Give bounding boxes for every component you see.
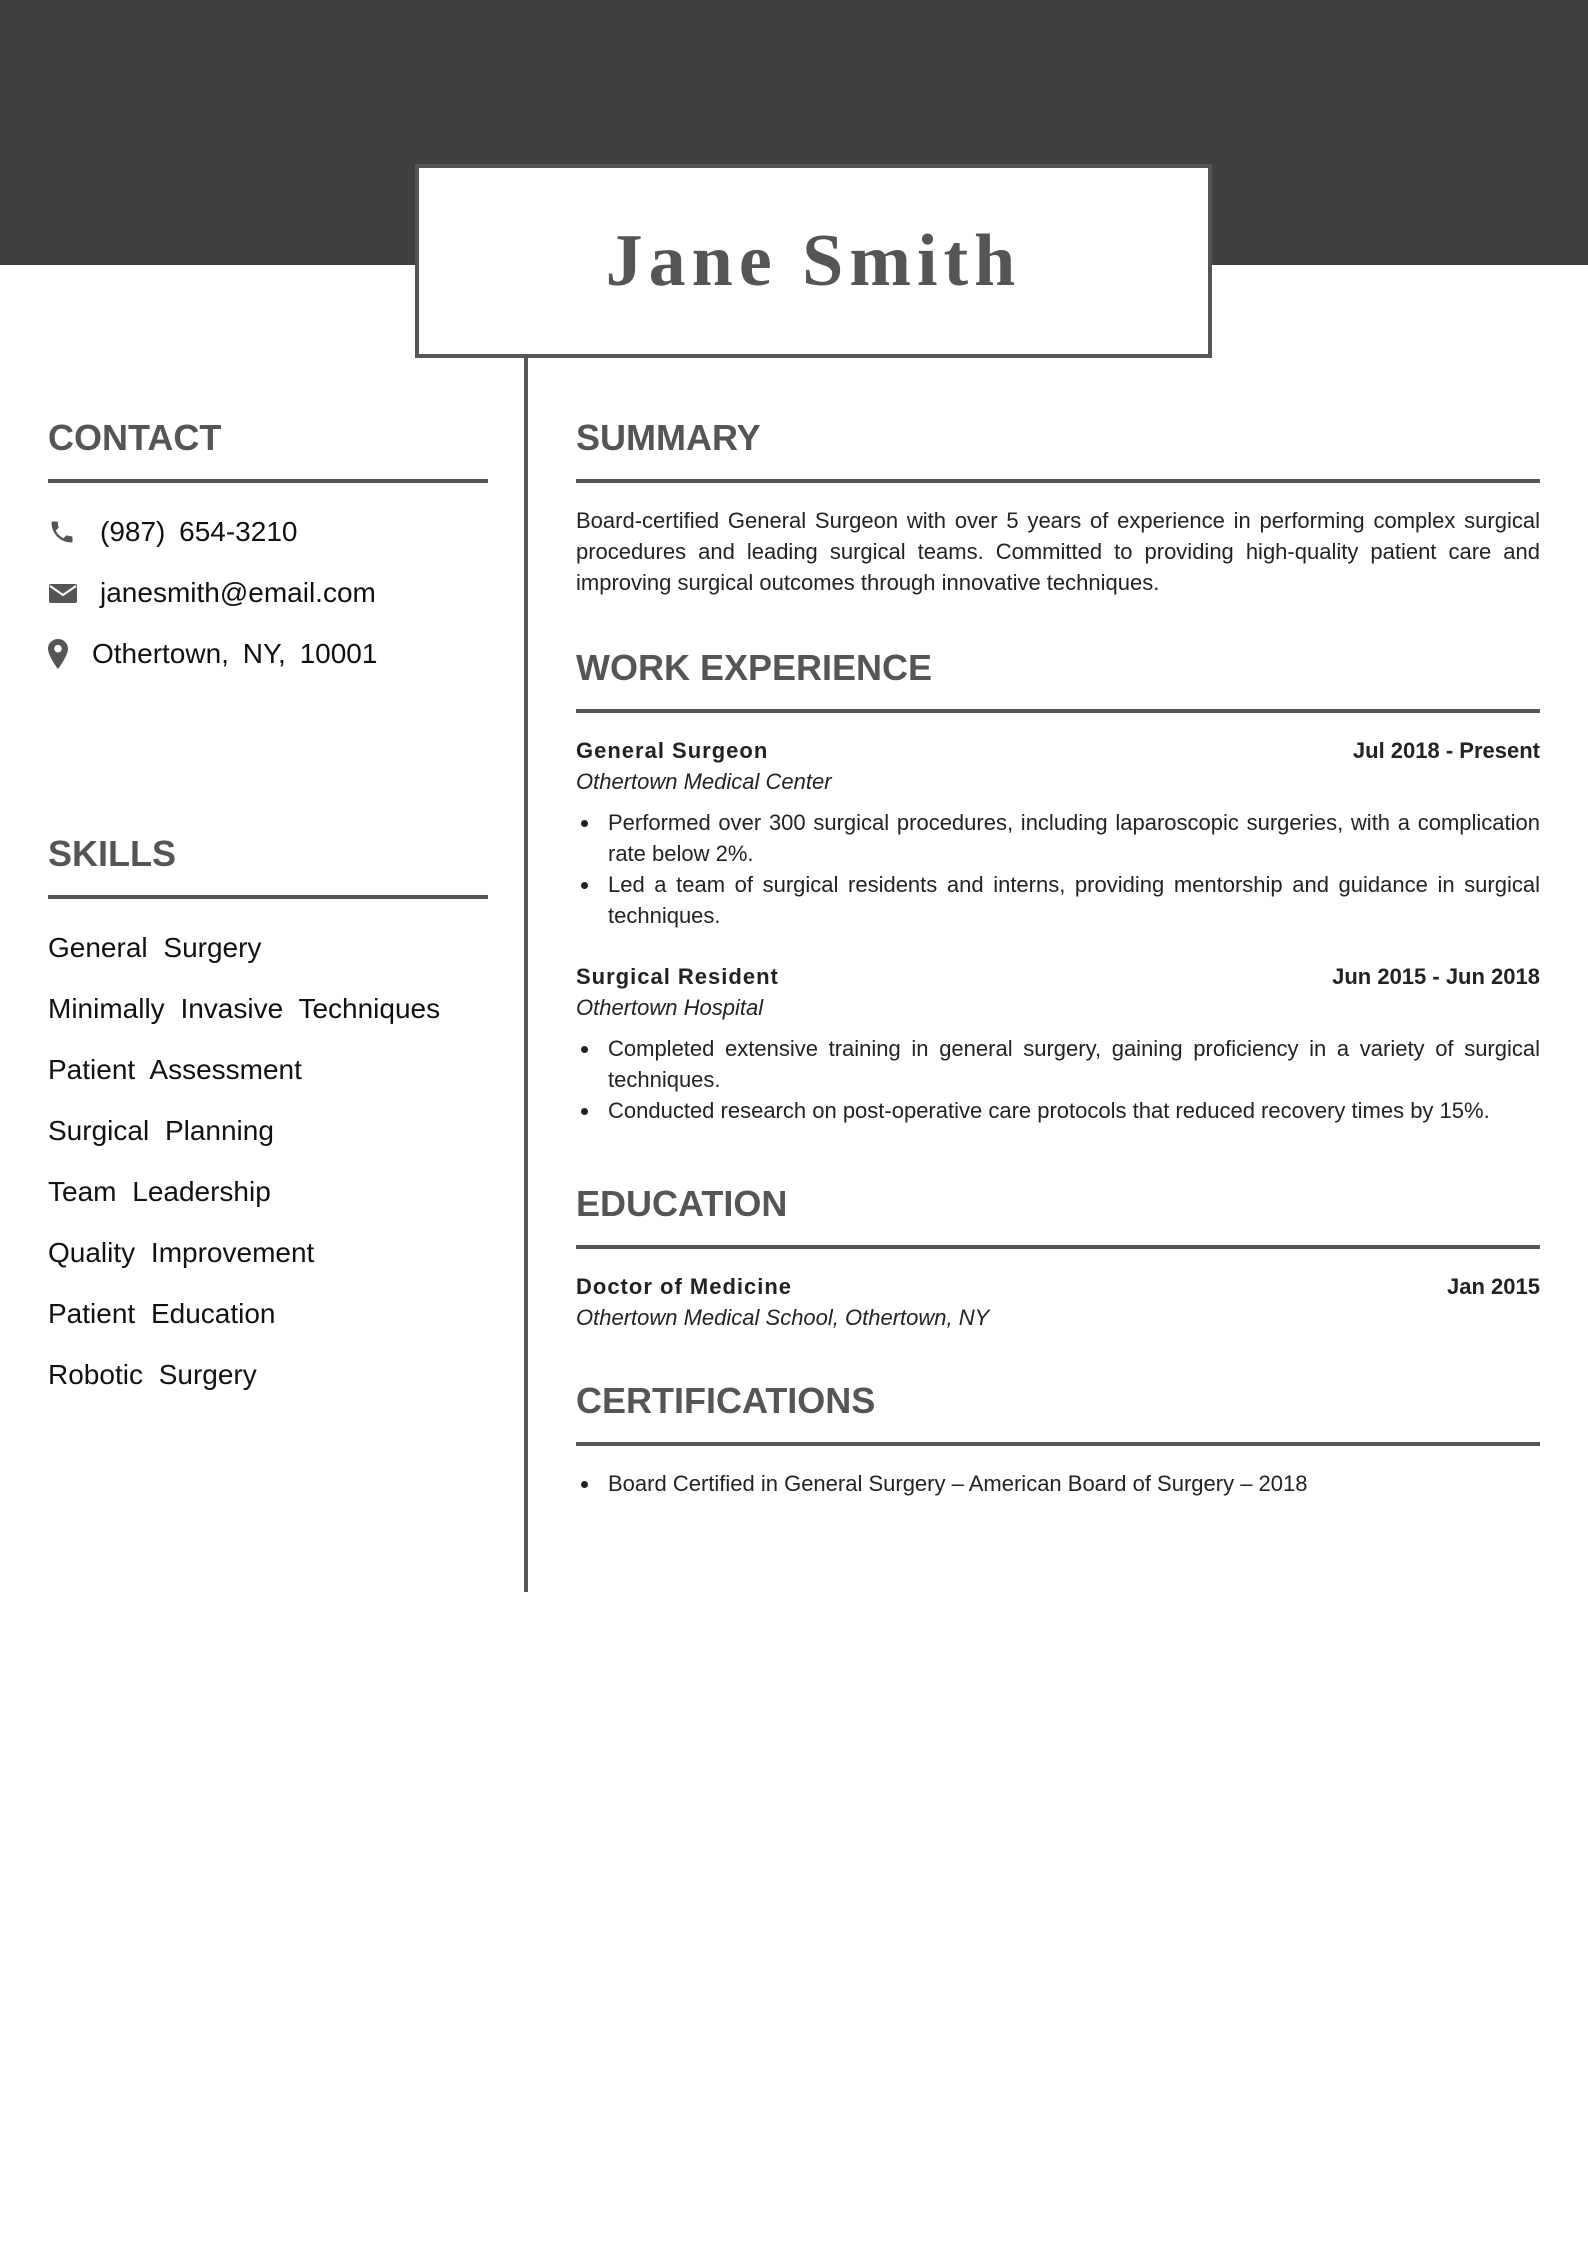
right-column <box>576 410 1540 1499</box>
skill-list <box>48 917 488 1405</box>
summary-rule <box>576 479 1540 483</box>
bullet-item: Led a team of surgical residents and interns, providing mentorship and guidance in surgical techniques. <box>576 869 1540 931</box>
education-entry <box>576 1271 1540 1333</box>
education-section <box>576 1176 1540 1333</box>
bullet-item: Performed over 300 surgical procedures, including laparoscopic surgeries, with a complication rate below 2%. <box>576 807 1540 869</box>
phone-icon <box>48 515 82 549</box>
envelope-icon <box>48 576 82 610</box>
job-entry <box>576 961 1540 1126</box>
skill-item: Robotic Surgery <box>48 1359 257 1390</box>
skill-item: Patient Assessment <box>48 1054 302 1085</box>
experience-rule <box>576 709 1540 713</box>
certifications-section <box>576 1373 1540 1499</box>
skill-item: Surgical Planning <box>48 1115 274 1146</box>
job-bullets <box>576 1033 1540 1126</box>
location-text: Othertown, NY, 10001 <box>92 637 378 669</box>
bullet-item: Conducted research on post-operative care protocols that reduced recovery times by 15%. <box>576 1095 1540 1126</box>
contact-email <box>48 562 488 623</box>
skills-section <box>48 826 488 1405</box>
certification-list <box>576 1468 1540 1499</box>
experience-heading: WORK EXPERIENCE <box>576 647 933 688</box>
contact-phone <box>48 501 488 562</box>
contact-location <box>48 623 488 684</box>
skills-heading: SKILLS <box>48 833 177 874</box>
email-address: janesmith@email.com <box>100 576 376 608</box>
certifications-rule <box>576 1442 1540 1446</box>
job-organization: Othertown Medical Center <box>576 769 832 794</box>
skills-rule <box>48 895 488 899</box>
job-title: General Surgeon <box>576 738 769 763</box>
contact-section <box>48 410 488 684</box>
column-divider <box>524 358 528 1592</box>
education-rule <box>576 1245 1540 1249</box>
education-heading: EDUCATION <box>576 1183 788 1224</box>
map-pin-icon <box>48 637 74 671</box>
contact-rule <box>48 479 488 483</box>
education-header <box>576 1271 1540 1303</box>
certification-item: Board Certified in General Surgery – American Board of Surgery – 2018 <box>576 1468 1540 1499</box>
degree-title: Doctor of Medicine <box>576 1274 793 1299</box>
school-name: Othertown Medical School, Othertown, NY <box>576 1305 990 1330</box>
experience-section <box>576 640 1540 1126</box>
job-header <box>576 961 1540 993</box>
summary-heading: SUMMARY <box>576 417 761 458</box>
job-dates: Jun 2015 - Jun 2018 <box>1332 964 1540 989</box>
job-header <box>576 735 1540 767</box>
job-bullets <box>576 807 1540 931</box>
job-entry <box>576 735 1540 931</box>
contact-list <box>48 501 488 684</box>
certifications-heading: CERTIFICATIONS <box>576 1380 876 1421</box>
job-title: Surgical Resident <box>576 964 779 989</box>
skill-item: General Surgery <box>48 932 262 963</box>
skill-item: Patient Education <box>48 1298 276 1329</box>
skill-item: Minimally Invasive Techniques <box>48 993 441 1024</box>
summary-section <box>576 410 1540 598</box>
education-date: Jan 2015 <box>1447 1274 1540 1299</box>
name-box <box>415 164 1212 358</box>
job-organization: Othertown Hospital <box>576 995 764 1020</box>
skill-item: Quality Improvement <box>48 1237 315 1268</box>
left-column <box>48 410 488 1405</box>
skill-item: Team Leadership <box>48 1176 271 1207</box>
summary-text: Board-certified General Surgeon with over 5 years of experience in performing complex surgical procedures and leading surgical teams. Committed to providing high-quality patient care and improving surgical outcomes through innovative techniques. <box>576 508 1540 595</box>
job-dates: Jul 2018 - Present <box>1352 738 1540 763</box>
bullet-item: Completed extensive training in general surgery, gaining proficiency in a variety of surgical techniques. <box>576 1033 1540 1095</box>
phone-number: (987) 654-3210 <box>100 515 298 547</box>
candidate-name: Jane Smith <box>605 219 1022 302</box>
contact-heading: CONTACT <box>48 417 222 458</box>
